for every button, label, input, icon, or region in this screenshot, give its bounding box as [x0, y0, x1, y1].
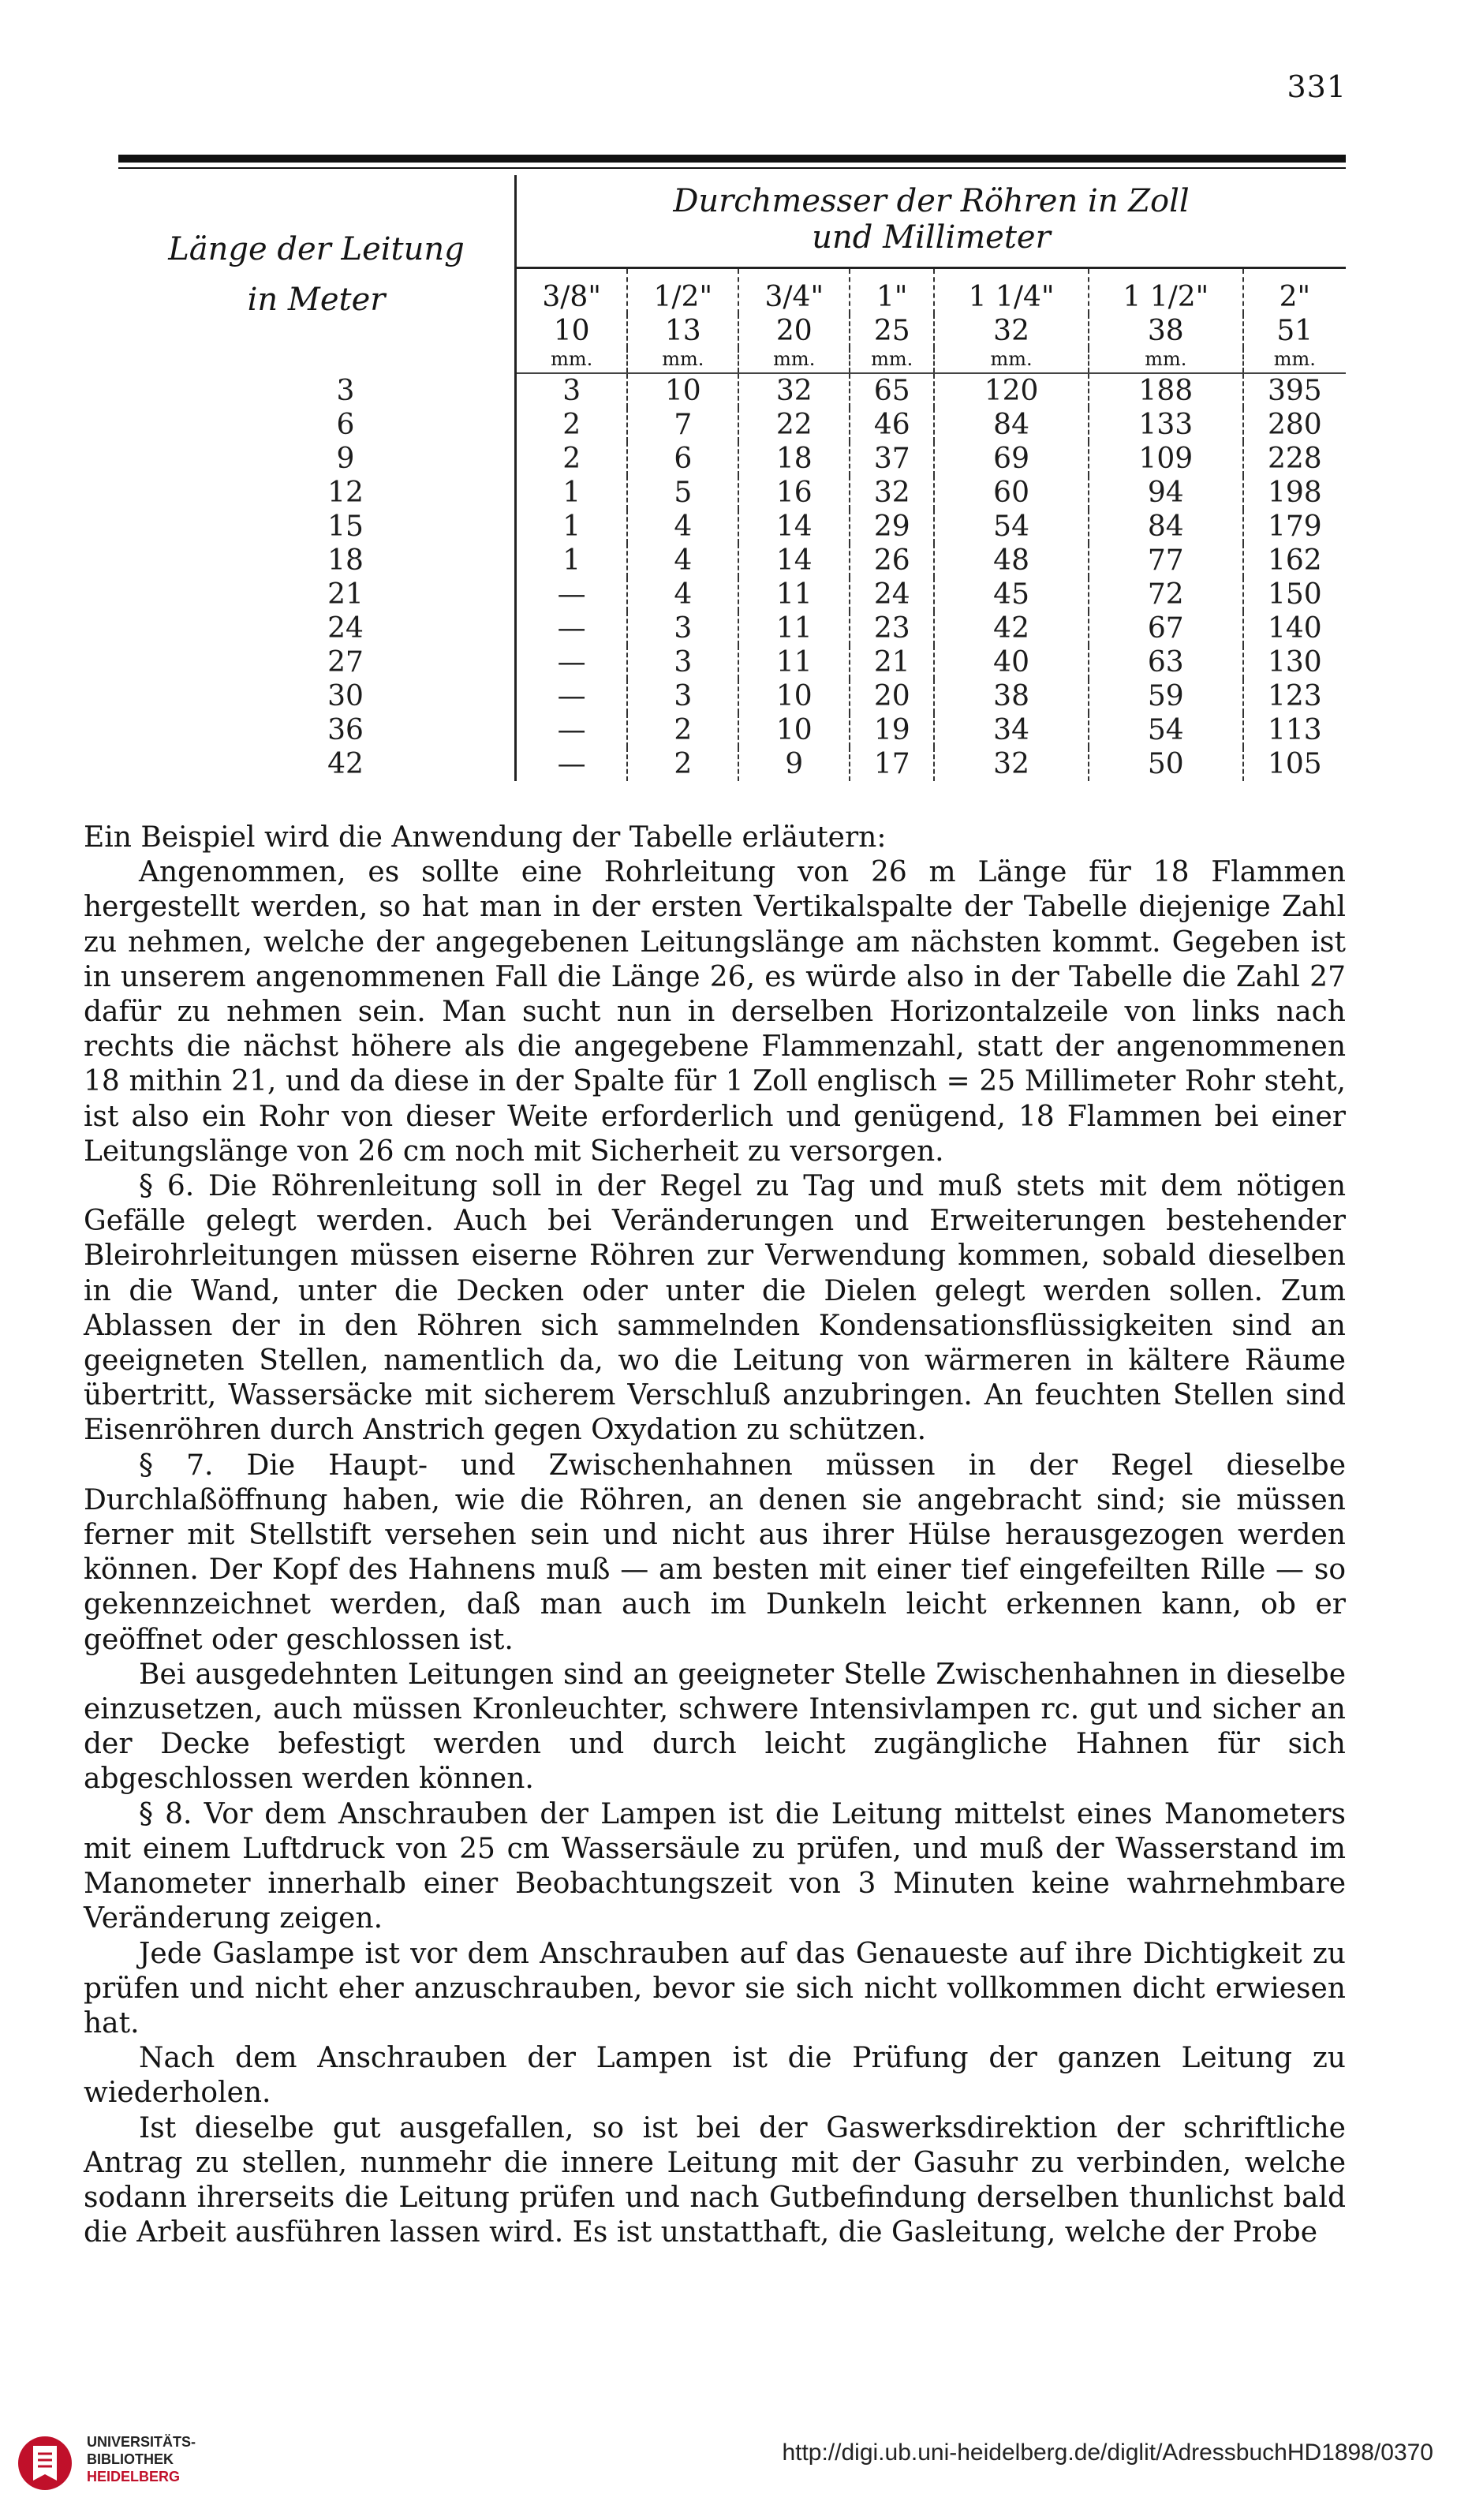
flame-count-cell: 4 — [627, 578, 738, 611]
flame-count-cell: 21 — [850, 645, 934, 679]
flame-count-cell: 2 — [627, 713, 738, 747]
flame-count-cell: 14 — [738, 544, 850, 578]
flame-count-cell: 6 — [627, 442, 738, 476]
flame-count-cell: 4 — [627, 510, 738, 544]
inch-cell: 1 1/4" — [934, 268, 1089, 315]
table-top-rule-thin — [118, 167, 1346, 169]
body-paragraph: Jede Gaslampe ist vor dem Anschrauben auf das Genaueste auf ihre Dichtigkeit zu prüfen und nicht eher anzuschrauben, bevor sie sich nicht vollkommen dicht erwiesen hat. — [84, 1937, 1346, 2040]
flame-count-cell: 162 — [1243, 544, 1346, 578]
unit-cell: mm. — [1243, 348, 1346, 373]
flame-count-cell: 10 — [738, 679, 850, 713]
flame-count-cell: 65 — [850, 373, 934, 408]
diameter-header-line2: und Millimeter — [812, 219, 1051, 256]
flame-count-cell: 4 — [627, 544, 738, 578]
flame-count-cell: 7 — [627, 408, 738, 442]
flame-count-cell: 5 — [627, 476, 738, 510]
flame-count-cell: 54 — [1089, 713, 1243, 747]
table-row — [118, 373, 1346, 408]
flame-count-cell: 84 — [934, 408, 1089, 442]
flame-count-cell: 2 — [627, 747, 738, 781]
flame-count-cell: 32 — [850, 476, 934, 510]
flame-count-cell: 280 — [1243, 408, 1346, 442]
flame-count-cell: 45 — [934, 578, 1089, 611]
length-cell: 9 — [118, 442, 516, 476]
flame-count-cell: 60 — [934, 476, 1089, 510]
length-cell: 42 — [118, 747, 516, 781]
unit-cell: mm. — [627, 348, 738, 373]
logo-line3: HEIDELBERG — [87, 2469, 181, 2484]
flame-count-cell: 11 — [738, 578, 850, 611]
unit-cell: mm. — [516, 348, 628, 373]
flame-count-cell: 120 — [934, 373, 1089, 408]
flame-count-cell: 10 — [738, 713, 850, 747]
flame-count-cell: 2 — [562, 443, 581, 476]
flame-count-cell: 38 — [934, 679, 1089, 713]
flame-count-cell: 77 — [1089, 544, 1243, 578]
flame-count-cell: 34 — [934, 713, 1089, 747]
flame-count-cell: — — [557, 714, 586, 747]
inch-cell: 1 1/2" — [1089, 268, 1243, 315]
flame-count-cell: 46 — [850, 408, 934, 442]
unit-cell: mm. — [934, 348, 1089, 373]
flame-count-cell: 1 — [562, 510, 581, 544]
flame-count-cell: 40 — [934, 645, 1089, 679]
flame-count-cell: 19 — [850, 713, 934, 747]
flame-count-cell: — — [557, 578, 586, 611]
flame-count-cell: 16 — [738, 476, 850, 510]
mm-cell: 13 — [627, 314, 738, 348]
flame-count-cell: 67 — [1089, 611, 1243, 645]
length-cell: 21 — [118, 578, 516, 611]
flame-count-cell: 54 — [934, 510, 1089, 544]
unit-cell: mm. — [738, 348, 850, 373]
table-row — [118, 713, 1346, 747]
body-paragraph: Angenommen, es sollte eine Rohrleitung von 26 m Länge für 18 Flammen hergestellt werden, so hat man in der ersten Vertikalspalte der Tabelle diejenige Zahl zu nehmen, welche der angegebenen Leitungslänge am nächsten kommt. Gegeben ist in unserem angenommenen Fall die Länge 26, es würde also in der Tabelle die Zahl 27 dafür zu nehmen sein. Man sucht nun in derselben Horizontalzeile von links nach rechts die nächst höhere als die angegebene Flammenzahl, statt der angenommenen 18 mithin 21, und da diese in der Spalte für 1 Zoll englisch = 25 Millimeter Rohr steht, ist also ein Rohr von dieser Weite erforderlich und genügend, 18 Flammen bei einer Leitungslänge von 26 cm noch mit Sicherheit zu versorgen. — [84, 856, 1346, 1168]
flame-count-cell: — — [557, 612, 586, 645]
flame-count-cell: 150 — [1243, 578, 1346, 611]
length-cell: 36 — [118, 713, 516, 747]
flame-count-cell: 59 — [1089, 679, 1243, 713]
flame-count-cell: 72 — [1089, 578, 1243, 611]
table-row — [118, 544, 1346, 578]
flame-count-cell: 17 — [850, 747, 934, 781]
inch-cell: 1/2" — [627, 268, 738, 315]
table-row — [118, 476, 1346, 510]
body-paragraph: § 8. Vor dem Anschrauben der Lampen ist die Leitung mittelst eines Manometers mit einem Luftdruck von 25 cm Wassersäule zu prüfen, und muß der Wasserstand im Manometer innerhalb einer Beobachtungszeit von 3 Minuten keine wahrnehmbare Veränderung zeigen. — [84, 1797, 1346, 1935]
table-row — [118, 578, 1346, 611]
logo-line2: BIBLIOTHEK — [87, 2451, 174, 2467]
flame-count-cell: 10 — [627, 373, 738, 408]
flame-count-cell: 26 — [850, 544, 934, 578]
mm-cell: 20 — [738, 314, 850, 348]
flame-count-cell: 32 — [934, 747, 1089, 781]
flame-count-cell: 133 — [1089, 408, 1243, 442]
table-row — [118, 645, 1346, 679]
flame-count-cell: 50 — [1089, 747, 1243, 781]
flame-count-cell: 395 — [1243, 373, 1346, 408]
flame-count-cell: 113 — [1243, 713, 1346, 747]
flame-count-cell: 22 — [738, 408, 850, 442]
table-row — [118, 747, 1346, 781]
mm-cell: 32 — [934, 314, 1089, 348]
logo-line1: UNIVERSITÄTS- — [87, 2434, 196, 2450]
flame-count-cell: 48 — [934, 544, 1089, 578]
flame-count-cell: 29 — [850, 510, 934, 544]
body-paragraph: § 6. Die Röhrenleitung soll in der Regel zu Tag und muß stets mit dem nötigen Gefälle gelegt werden. Auch bei Veränderungen und Erweiterungen bestehender Bleirohrleitungen müssen eiserne Röhren zur Verwendung kommen, sobald dieselben in die Wand, unter die Decken oder unter die Dielen gelegt werden sollen. Zum Ablassen der in den Röhren sich sammelnden Kondensationsflüssigkeiten sind an geeigneten Stellen, namentlich da, wo die Leitung von wärmeren in kältere Räume übertritt, Wassersäcke mit sicherem Verschluß anzubringen. An feuchten Stellen sind Eisenröhren durch Anstrich gegen Oxydation zu schützen. — [84, 1170, 1346, 1447]
flame-count-cell: 3 — [562, 375, 581, 408]
table-row — [118, 611, 1346, 645]
mm-cell: 10 — [553, 315, 590, 348]
table-row — [118, 442, 1346, 476]
length-cell: 18 — [118, 544, 516, 578]
inch-cell: 3/8" — [542, 281, 601, 313]
flame-count-cell: 3 — [627, 645, 738, 679]
flame-count-cell: 123 — [1243, 679, 1346, 713]
length-cell: 27 — [118, 645, 516, 679]
length-cell: 24 — [118, 611, 516, 645]
flame-count-cell: — — [557, 748, 586, 781]
flame-count-cell: 11 — [738, 611, 850, 645]
inch-cell: 2" — [1243, 268, 1346, 315]
flame-count-cell: — — [557, 646, 586, 679]
flame-count-cell: 42 — [934, 611, 1089, 645]
length-column-header — [118, 175, 516, 373]
flame-count-cell: 20 — [850, 679, 934, 713]
body-text — [84, 821, 1346, 2250]
page-number: 331 — [1287, 69, 1347, 104]
flame-count-cell: 3 — [627, 679, 738, 713]
flame-count-cell: 3 — [627, 611, 738, 645]
flame-count-cell: 32 — [738, 373, 850, 408]
table-row — [118, 510, 1346, 544]
length-cell: 15 — [118, 510, 516, 544]
library-seal-icon — [16, 2430, 74, 2496]
length-cell: 6 — [118, 408, 516, 442]
flame-count-cell: 105 — [1243, 747, 1346, 781]
flame-count-cell: 37 — [850, 442, 934, 476]
mm-cell: 38 — [1089, 314, 1243, 348]
length-header-line2: in Meter — [247, 281, 386, 318]
inch-cell: 1" — [850, 268, 934, 315]
diameter-header — [516, 175, 1347, 268]
flame-count-cell: 188 — [1089, 373, 1243, 408]
mm-cell: 25 — [850, 314, 934, 348]
body-paragraph: § 7. Die Haupt- und Zwischenhahnen müssen in der Regel dieselbe Durchlaßöffnung haben, wie die Röhren, an denen sie angebracht sind; sie müssen ferner mit Stellstift versehen sein und nicht aus ihrer Hülse herausgezogen werden können. Der Kopf des Hahnens muß — am besten mit einer tief eingefeilten Rille — so gekennzeichnet werden, daß man auch im Dunkeln leicht erkennen kann, ob er geöffnet oder geschlossen ist. — [84, 1449, 1346, 1656]
flame-count-cell: 24 — [850, 578, 934, 611]
flame-count-cell: 2 — [562, 409, 581, 442]
flame-count-cell: 1 — [562, 544, 581, 578]
length-cell: 3 — [118, 373, 516, 408]
flame-count-cell: 94 — [1089, 476, 1243, 510]
flame-count-cell: 63 — [1089, 645, 1243, 679]
body-paragraph: Ein Beispiel wird die Anwendung der Tabelle erläutern: — [84, 821, 887, 854]
body-paragraph: Nach dem Anschrauben der Lampen ist die Prüfung der ganzen Leitung zu wiederholen. — [84, 2042, 1346, 2110]
flame-count-cell: 1 — [562, 477, 581, 510]
table-row — [118, 679, 1346, 713]
body-paragraph: Ist dieselbe gut ausgefallen, so ist bei der Gaswerksdirektion der schriftliche Antrag zu stellen, nunmehr die innere Leitung mit der Gasuhr zu verbinden, welche sodann ihrerseits die Leitung prüfen und nach Gutbefindung derselben thunlichst bald die Arbeit ausführen lassen wird. Es ist unstatthaft, die Gasleitung, welche der Probe — [84, 2111, 1346, 2249]
unit-cell: mm. — [1089, 348, 1243, 373]
table-row — [118, 408, 1346, 442]
table-top-rule — [118, 155, 1346, 163]
length-cell: 12 — [118, 476, 516, 510]
pipe-diameter-table — [118, 175, 1346, 781]
mm-cell: 51 — [1243, 314, 1346, 348]
library-logo — [16, 2427, 221, 2506]
flame-count-cell: 23 — [850, 611, 934, 645]
flame-count-cell: 130 — [1243, 645, 1346, 679]
flame-count-cell: 14 — [738, 510, 850, 544]
inch-cell: 3/4" — [738, 268, 850, 315]
flame-count-cell: 9 — [738, 747, 850, 781]
unit-cell: mm. — [850, 348, 934, 373]
diameter-header-line1: Durchmesser der Röhren in Zoll — [673, 183, 1190, 219]
flame-count-cell: 11 — [738, 645, 850, 679]
body-paragraph: Bei ausgedehnten Leitungen sind an geeigneter Stelle Zwischenhahnen in dieselbe einzusetzen, auch müssen Kronleuchter, schwere Intensivlampen rc. gut und sicher an der Decke befestigt werden und durch leicht zugängliche Hahnen für sich abgeschlossen werden können. — [84, 1658, 1346, 1796]
flame-count-cell: 84 — [1089, 510, 1243, 544]
length-header-line1: Länge der Leitung — [168, 230, 465, 267]
flame-count-cell: 69 — [934, 442, 1089, 476]
flame-count-cell: 198 — [1243, 476, 1346, 510]
flame-count-cell: — — [557, 680, 586, 713]
length-cell: 30 — [118, 679, 516, 713]
flame-count-cell: 109 — [1089, 442, 1243, 476]
flame-count-cell: 18 — [738, 442, 850, 476]
flame-count-cell: 179 — [1243, 510, 1346, 544]
source-url[interactable]: http://digi.ub.uni-heidelberg.de/diglit/AdressbuchHD1898/0370 — [782, 2440, 1433, 2466]
flame-count-cell: 140 — [1243, 611, 1346, 645]
flame-count-cell: 228 — [1243, 442, 1346, 476]
